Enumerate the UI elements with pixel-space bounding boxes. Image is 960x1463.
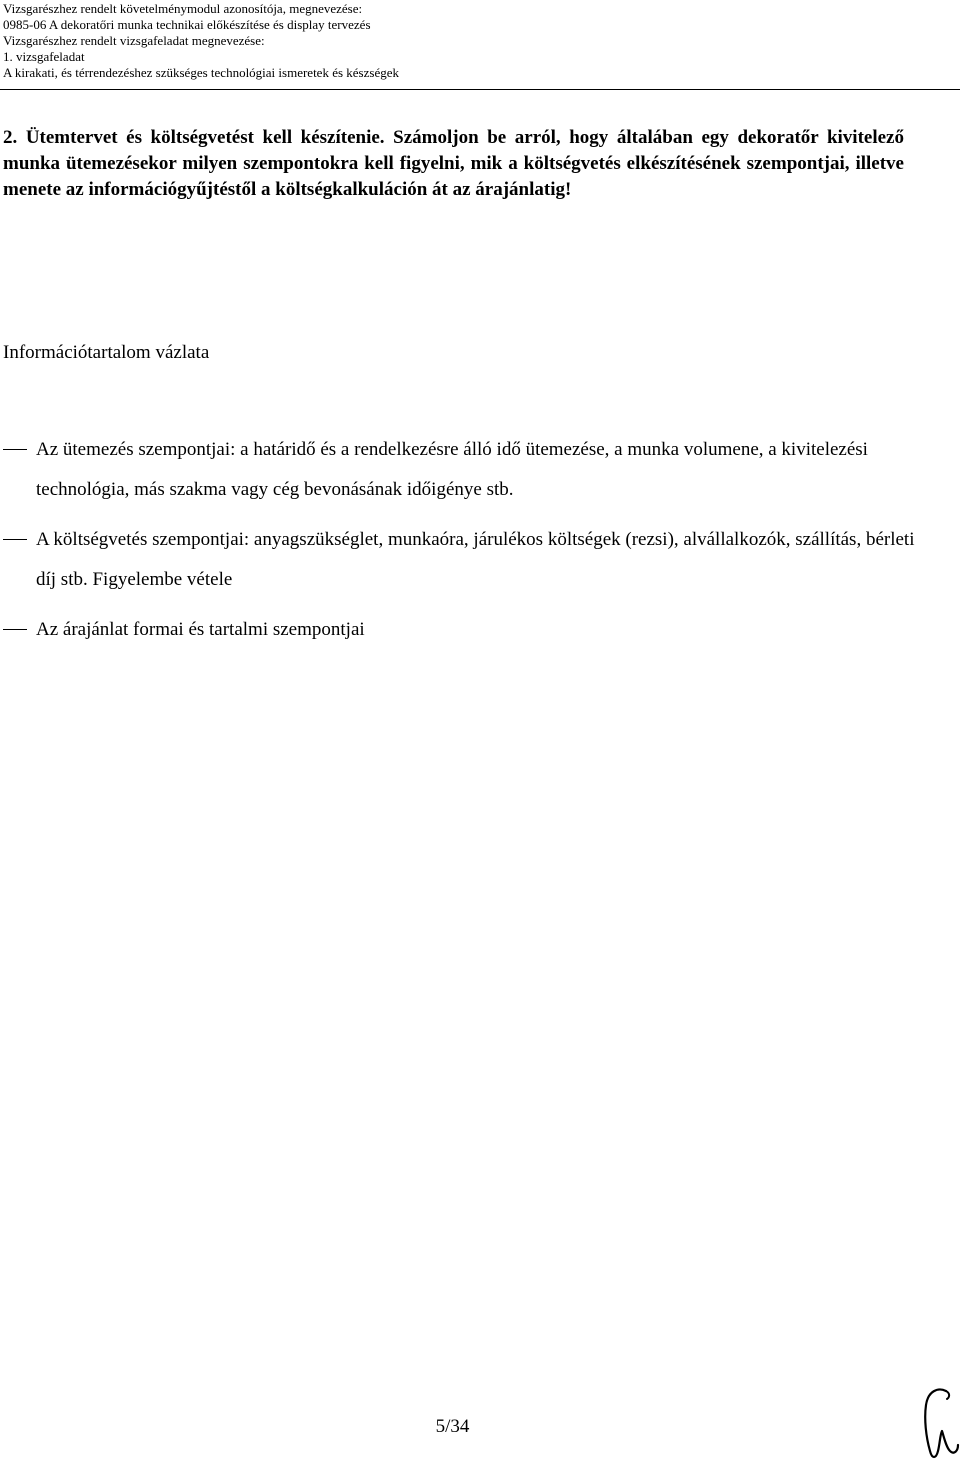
header-module-label: Vizsgarészhez rendelt követelménymodul azonosítója, megnevezése: [3, 1, 363, 16]
outline-item-quote [0, 610, 916, 650]
header-task-number: 1. vizsgafeladat [3, 49, 85, 64]
document-header [3, 1, 399, 81]
outline-item-text: Az árajánlat formai és tartalmi szempontjai [36, 619, 365, 640]
header-divider [0, 89, 960, 90]
dash-bullet-icon [3, 629, 27, 630]
page-number: 5/34 [435, 1416, 470, 1437]
outline-title: Információtartalom vázlata [3, 342, 210, 363]
task-description: 2. Ütemtervet és költségvetést kell készítenie. Számoljon be arról, hogy általában egy dekoratőr kivitelező munka ütemezésekor milyen szempontokra kell figyelni, mik a költségvetés elkészítésének szempontjai, illetve menete az információgyűjtéstől a költségkalkuláción át az árajánlatig! [3, 127, 904, 200]
dash-bullet-icon [3, 539, 27, 540]
dash-bullet-icon [3, 449, 27, 450]
outline-item-text: Az ütemezés szempontjai: a határidő és a rendelkezésre álló idő ütemezése, a munka volumene, a kivitelezési technológia, más szakma vagy cég bevonásának időigénye stb. [36, 439, 868, 500]
outline-item-scheduling [0, 430, 916, 510]
signature-icon [916, 1385, 960, 1463]
outline-item-budget [0, 520, 916, 600]
outline-item-text: A költségvetés szempontjai: anyagszükséglet, munkaóra, járulékos költségek (rezsi), alvállalkozók, szállítás, bérleti díj stb. Figyelembe vétele [36, 529, 915, 590]
header-task-label: Vizsgarészhez rendelt vizsgafeladat megnevezése: [3, 33, 265, 48]
header-module-name: 0985-06 A dekoratőri munka technikai előkészítése és display tervezés [3, 17, 371, 32]
header-task-name: A kirakati, és térrendezéshez szükséges technológiai ismeretek és készségek [3, 65, 399, 80]
outline-list [0, 430, 960, 660]
